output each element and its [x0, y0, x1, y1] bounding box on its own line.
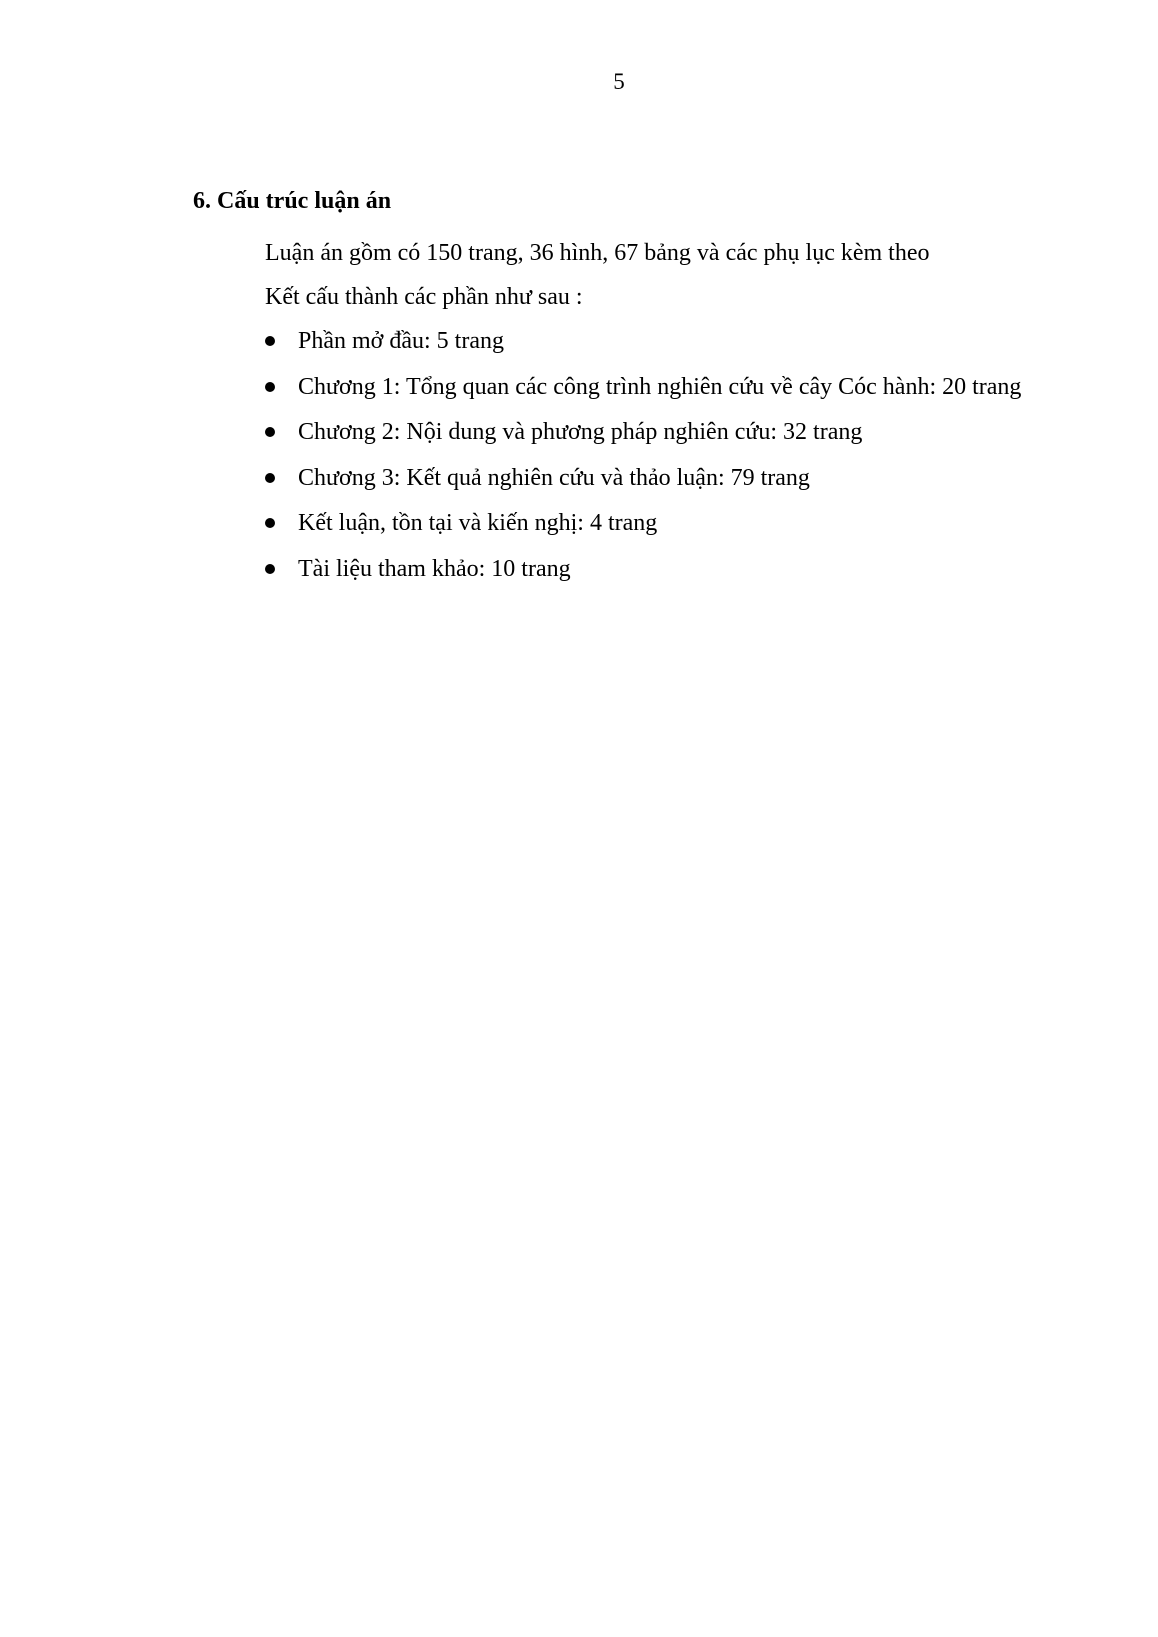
list-item-text: Chương 3: Kết quả nghiên cứu và thảo luận: 79 trang	[298, 464, 810, 491]
bullet-icon	[265, 427, 275, 437]
page-number: 5	[613, 69, 625, 94]
bullet-icon	[265, 382, 275, 392]
bullet-icon	[265, 473, 275, 483]
list-item-text: Phần mở đầu: 5 trang	[298, 328, 504, 354]
bullet-icon	[265, 336, 275, 346]
list-item-text: Chương 1: Tổng quan các công trình nghiên cứu về cây Cóc hành: 20 trang	[298, 373, 1022, 400]
list-item-text: Kết luận, tồn tại và kiến nghị: 4 trang	[298, 510, 658, 536]
section-heading: 6. Cấu trúc luận án	[193, 188, 392, 214]
list-item-text: Chương 2: Nội dung và phương pháp nghiên cứu: 32 trang	[298, 419, 863, 445]
bullet-icon	[265, 564, 275, 574]
structure-intro-paragraph: Kết cấu thành các phần như sau :	[265, 284, 583, 310]
list-item-text: Tài liệu tham khảo: 10 trang	[298, 555, 571, 582]
summary-paragraph: Luận án gồm có 150 trang, 36 hình, 67 bảng và các phụ lục kèm theo	[265, 240, 930, 266]
bullet-icon	[265, 518, 275, 528]
